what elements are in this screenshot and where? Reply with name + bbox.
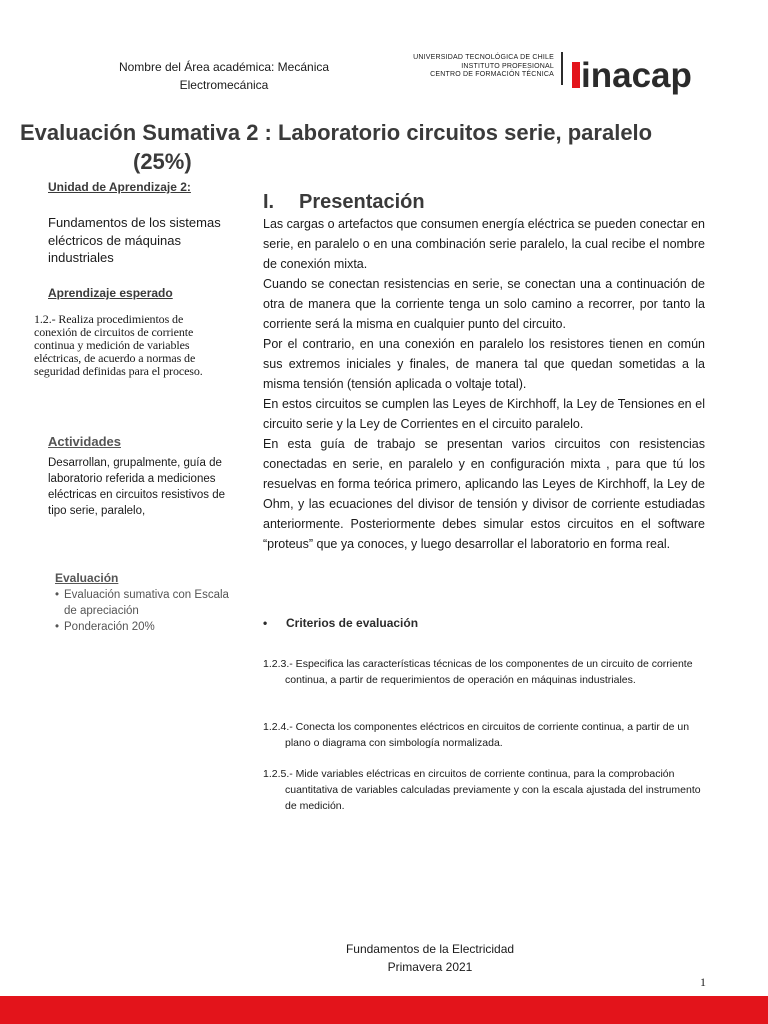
unidad-text: Fundamentos de los sistemas eléctricos de máquinas industriales bbox=[48, 215, 221, 265]
area-label: Nombre del Área académica: Mecánica Electromecánica bbox=[118, 60, 330, 92]
criteria-heading-text: Criterios de evaluación bbox=[286, 616, 419, 630]
evaluacion-list bbox=[55, 587, 235, 635]
paragraph: En estos circuitos se cumplen las Leyes de Kirchhoff, la Ley de Tensiones en el circuito serie y la Ley de Corrientes en el circuito paralelo. bbox=[263, 397, 705, 431]
aprendizaje-text: 1.2.- Realiza procedimientos de conexión de circuitos de corriente continua y medición de variables eléctricas, de acuerdo a normas de seguridad definidas para el proceso. bbox=[34, 312, 203, 378]
section-title: Presentación bbox=[299, 191, 425, 213]
logo-divider bbox=[561, 52, 563, 85]
footer-term: Primavera 2021 bbox=[387, 960, 473, 974]
paragraph: Las cargas o artefactos que consumen energía eléctrica se pueden conectar en serie, en paralelo o en una combinación serie paralelo, la cual recibe el nombre de conexión mixta. bbox=[263, 217, 705, 271]
footer-red-bar bbox=[0, 996, 768, 1024]
unidad-heading: Unidad de Aprendizaje 2: bbox=[48, 180, 191, 194]
page-number: 1 bbox=[700, 975, 706, 989]
title-line-2: (25%) bbox=[133, 149, 192, 174]
criteria-heading bbox=[263, 616, 418, 630]
evaluacion-item: • Evaluación sumativa con Escala de apreciación bbox=[55, 587, 235, 619]
logo-red-block bbox=[572, 62, 580, 88]
paragraph: Cuando se conectan resistencias en serie, se conectan una a continuación de otra de manera que la corriente tenga un solo camino a recorrer, por tanto la corriente será la misma en cualquier punto del circuito. bbox=[263, 277, 705, 331]
evaluacion-heading: Evaluación bbox=[55, 571, 119, 585]
criteria-item: 1.2.4.- Conecta los componentes eléctricos en circuitos de corriente continua, a partir de un plano o diagrama con simbología normalizada. bbox=[263, 721, 690, 749]
university-lines bbox=[380, 54, 554, 80]
university-line: CENTRO DE FORMACIÓN TÉCNICA bbox=[430, 71, 554, 78]
bullet-icon: • bbox=[263, 616, 268, 630]
title-line-1: Evaluación Sumativa 2 : Laboratorio circuitos serie, paralelo bbox=[20, 120, 653, 145]
footer bbox=[300, 940, 560, 976]
paragraph: Por el contrario, en una conexión en paralelo los resistores tienen en común sus extremos iniciales y finales, de manera tal que quedan sometidas a la misma tensión (tensión aplicada o voltaje total). bbox=[263, 337, 705, 391]
presentation-body bbox=[263, 214, 705, 554]
criteria-item: 1.2.5.- Mide variables eléctricas en circuitos de corriente continua, para la comprobación cuantitativa de variables calculadas previamente y con la escala ajustada del instrumento de medición. bbox=[263, 768, 701, 812]
document-title bbox=[20, 118, 680, 176]
evaluacion-item: • Ponderación 20% bbox=[55, 619, 235, 635]
university-line: UNIVERSIDAD TECNOLÓGICA DE CHILE bbox=[413, 54, 554, 61]
paragraph: En esta guía de trabajo se presentan varios circuitos con resistencias conectadas en serie, en paralelo y en configuración mixta , para que tú los resuelvas en forma teórica primero, aplicando las Leyes de Kirchhoff, la Ley de Ohm, y las ecuaciones del divisor de tensión y divisor de corriente estudiadas anteriormente. Posteriormente debes simular estos circuitos en el software “proteus” que ya conoces, y luego desarrollar el laboratorio en forma real. bbox=[263, 437, 705, 551]
section-number: I. bbox=[263, 191, 275, 213]
actividades-heading: Actividades bbox=[48, 434, 121, 449]
criteria-item: 1.2.3.- Especifica las características técnicas de los componentes de un circuito de corriente continua, a partir de requerimientos de operación en máquinas industriales. bbox=[263, 658, 693, 686]
university-line: INSTITUTO PROFESIONAL bbox=[461, 62, 554, 70]
logo-text: inacap bbox=[581, 56, 692, 95]
inacap-logo-mark bbox=[572, 52, 717, 94]
aprendizaje-heading: Aprendizaje esperado bbox=[48, 286, 173, 300]
footer-course: Fundamentos de la Electricidad bbox=[345, 942, 515, 956]
inacap-logo bbox=[572, 52, 717, 94]
actividades-text: Desarrollan, grupalmente, guía de laboratorio referida a mediciones eléctricas en circuitos resistivos de tipo serie, paralelo, bbox=[48, 457, 226, 517]
section-heading bbox=[263, 189, 425, 215]
